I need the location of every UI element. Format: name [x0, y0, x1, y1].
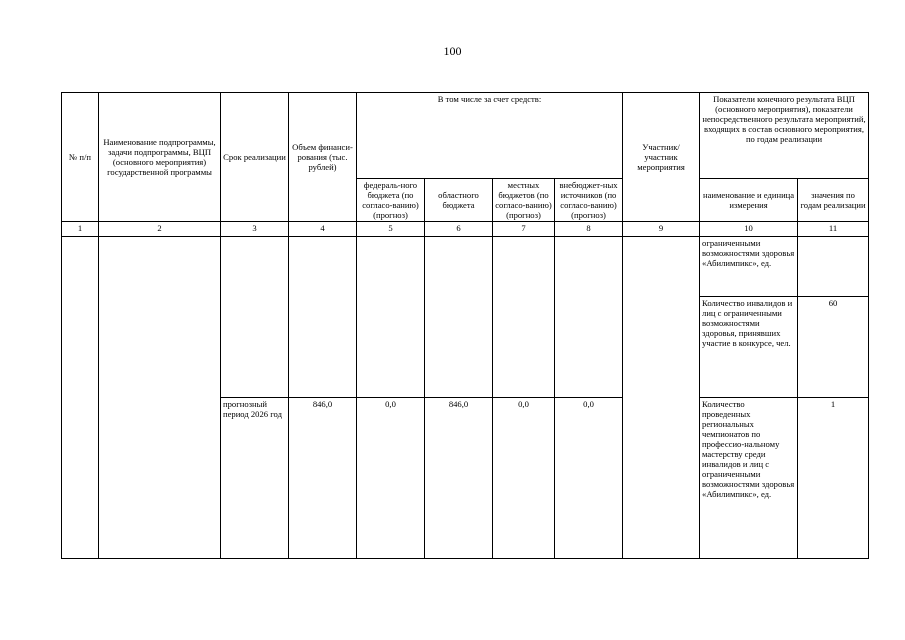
cell-value: 60: [798, 297, 869, 398]
cell-indicator: Количество инвалидов и лиц с ограниченными возможностями здоровья, принявших участие в конкурсе, чел.: [700, 297, 798, 398]
cell-extra: 0,0: [555, 398, 623, 559]
header-extra: внебюджет-ных источников (по согласо-ванию) (прогноз): [555, 179, 623, 222]
cell-indicator: ограниченными возможностями здоровья «Абилимпикс», ед.: [700, 237, 798, 297]
header-participant: Участник/ участник мероприятия: [623, 93, 700, 222]
column-number: 8: [555, 222, 623, 237]
page-number: 100: [443, 44, 462, 58]
cell-total: [289, 237, 357, 398]
cell-local: [493, 237, 555, 398]
header-indicators-group: Показатели конечного результата ВЦП (основного мероприятия), показатели непосредственного результата мероприятий, входящих в состав основного мероприятия, по годам реализации: [700, 93, 869, 179]
header-regional: областного бюджета: [425, 179, 493, 222]
cell-total: 846,0: [289, 398, 357, 559]
header-row-1: [62, 93, 869, 179]
header-total: Объем финанси-рования (тыс. рублей): [289, 93, 357, 222]
cell-period: прогнозный период 2026 год: [221, 398, 289, 559]
column-number: 11: [798, 222, 869, 237]
column-number: 5: [357, 222, 425, 237]
column-number: 2: [99, 222, 221, 237]
cell-value: [798, 237, 869, 297]
cell-extra: [555, 237, 623, 398]
cell-indicator: Количество проведенных региональных чемпионатов по профессио-нальному мастерству среди инвалидов и лиц с ограниченными возможностями здоровья «Абилимпикс», ед.: [700, 398, 798, 559]
header-name: Наименование подпрограммы, задачи подпрограммы, ВЦП (основного мероприятия) государственной программы: [99, 93, 221, 222]
column-number: 3: [221, 222, 289, 237]
cell-regional: [425, 237, 493, 398]
cell-regional: 846,0: [425, 398, 493, 559]
column-number: 1: [62, 222, 99, 237]
header-funding-group: В том числе за счет средств:: [357, 93, 623, 179]
header-federal: федераль-ного бюджета (по согласо-ванию) (прогноз): [357, 179, 425, 222]
column-numbers-row: [62, 222, 869, 237]
header-number: № п/п: [62, 93, 99, 222]
cell-period: [221, 237, 289, 398]
cell-local: 0,0: [493, 398, 555, 559]
header-local: местных бюджетов (по согласо-ванию) (прогноз): [493, 179, 555, 222]
cell-federal: 0,0: [357, 398, 425, 559]
cell-name: [99, 237, 221, 559]
header-indicator-values: значения по годам реализации: [798, 179, 869, 222]
column-number: 10: [700, 222, 798, 237]
program-table: [61, 92, 869, 559]
column-number: 7: [493, 222, 555, 237]
column-number: 4: [289, 222, 357, 237]
column-number: 6: [425, 222, 493, 237]
cell-number: [62, 237, 99, 559]
header-indicator-name: наименование и единица измерения: [700, 179, 798, 222]
cell-federal: [357, 237, 425, 398]
cell-participant: [623, 237, 700, 559]
table-row: [62, 237, 869, 297]
column-number: 9: [623, 222, 700, 237]
header-period: Срок реализации: [221, 93, 289, 222]
cell-value: 1: [798, 398, 869, 559]
